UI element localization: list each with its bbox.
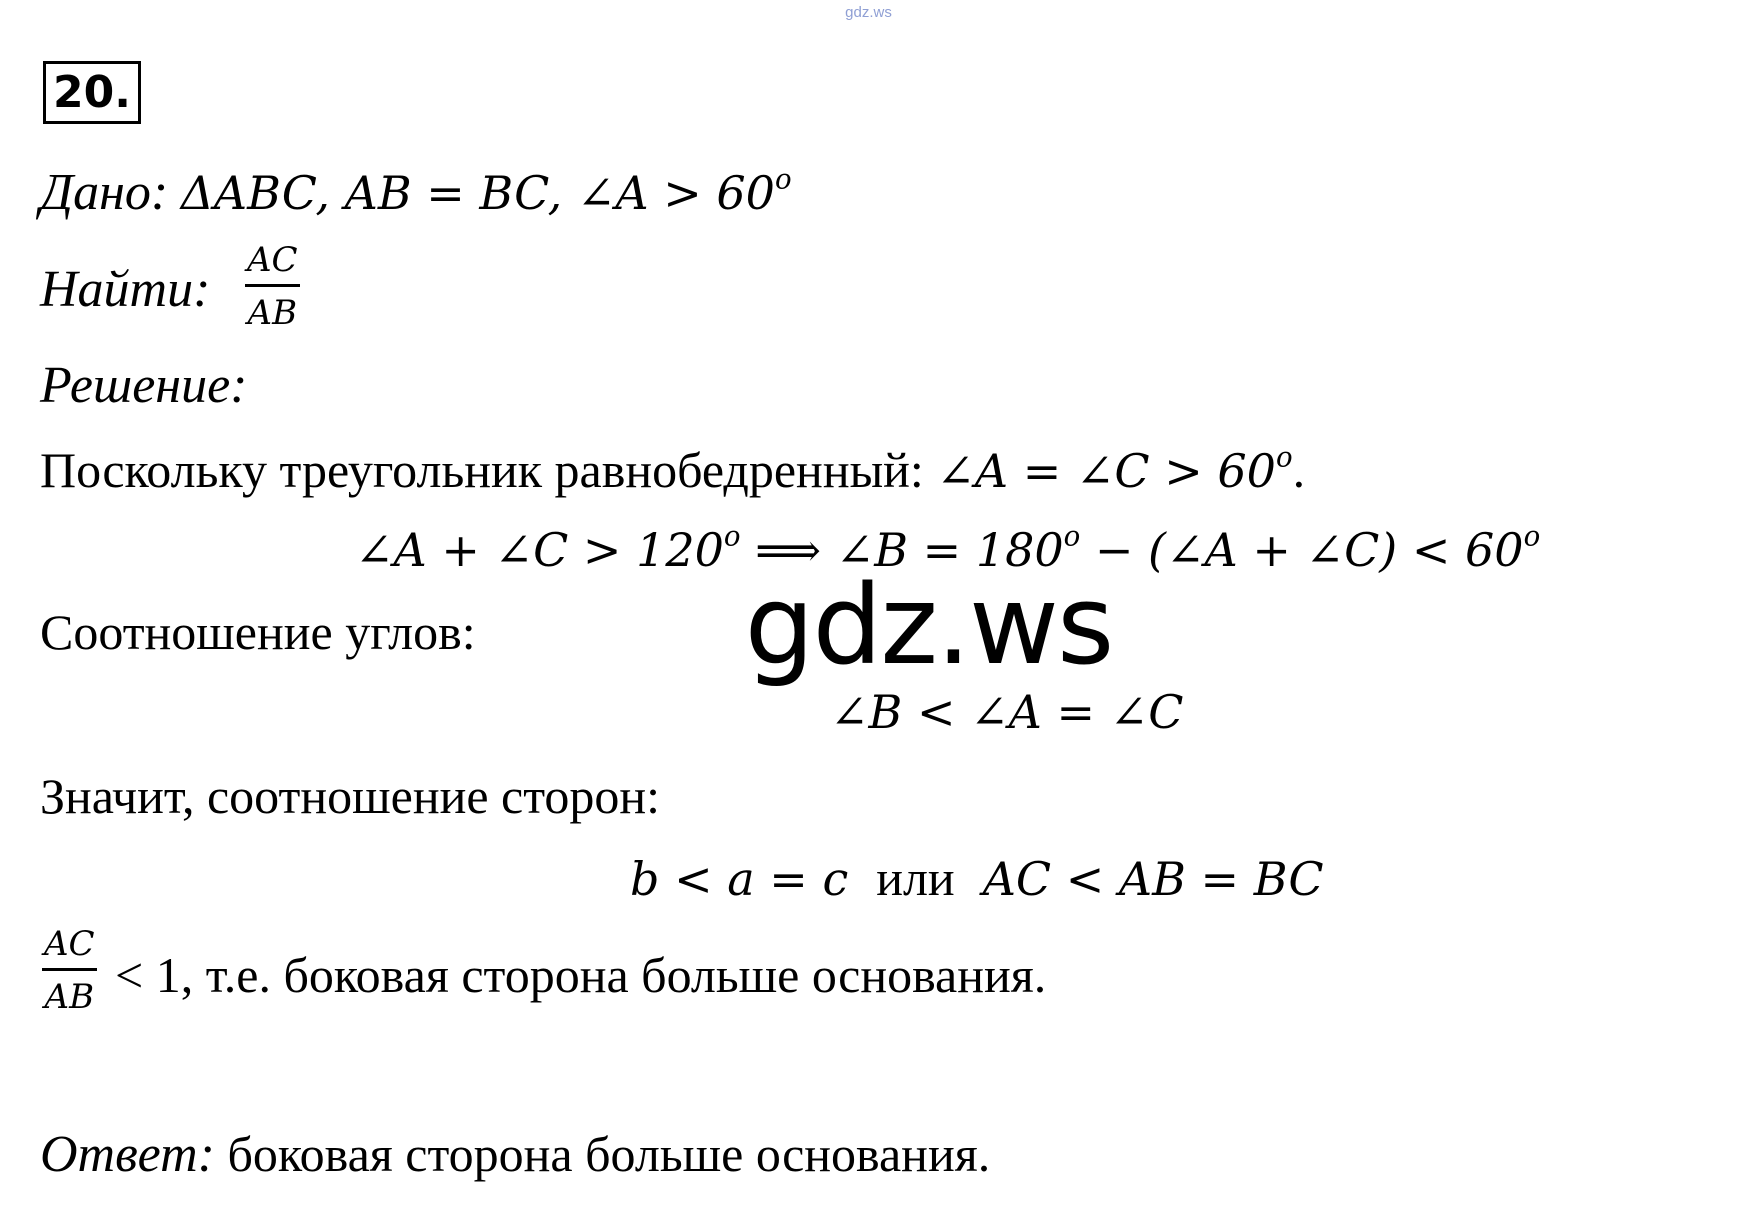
sides-relation-left: b < a = c <box>630 852 849 906</box>
isosceles-text: Поскольку треугольник равнобедренный: <box>40 442 937 498</box>
find-numerator: AC <box>245 240 300 287</box>
sides-relation-label: Значит, соотношение сторон: <box>40 768 661 824</box>
sides-relation-middle: или <box>876 850 955 906</box>
conclusion-fraction <box>42 924 97 1017</box>
problem-number: 20. <box>53 67 131 118</box>
isosceles-line <box>40 440 1305 501</box>
given-expr: ΔABC, AB = BC, ∠A > $60^o$ <box>180 162 792 220</box>
given-line <box>40 162 792 223</box>
isosceles-math: ∠A = ∠C > $60^o$ <box>936 440 1293 498</box>
answer-line <box>40 1124 990 1185</box>
angles-relation: ∠B < ∠A = ∠C <box>830 685 1184 739</box>
conclusion-text: < 1, т.е. боковая сторона больше основания. <box>115 947 1047 1003</box>
top-watermark: gdz.ws <box>845 4 892 21</box>
given-label: Дано: <box>40 164 169 221</box>
angle-sum-line: ∠A + ∠C > $120^o$ ⟹ ∠B = $180^o$ − (∠A + ∠C) < $60^o$ <box>355 519 1541 577</box>
sides-relation <box>630 848 1324 921</box>
find-denominator: AB <box>247 293 298 333</box>
conclusion-numerator: AC <box>42 924 97 971</box>
problem-number-box <box>43 61 141 124</box>
conclusion-denominator: AB <box>44 977 95 1017</box>
sides-relation-right: AC < AB = BC <box>982 852 1324 906</box>
solution-label: Решение: <box>40 357 248 414</box>
answer-text: боковая сторона больше основания. <box>227 1126 991 1182</box>
isosceles-tail: . <box>1292 442 1306 498</box>
find-fraction <box>245 240 300 333</box>
find-label: Найти: <box>40 261 211 318</box>
center-watermark: gdz.ws <box>744 561 1113 689</box>
answer-label: Ответ: <box>40 1126 215 1183</box>
angles-relation-label: Соотношение углов: <box>40 604 476 660</box>
